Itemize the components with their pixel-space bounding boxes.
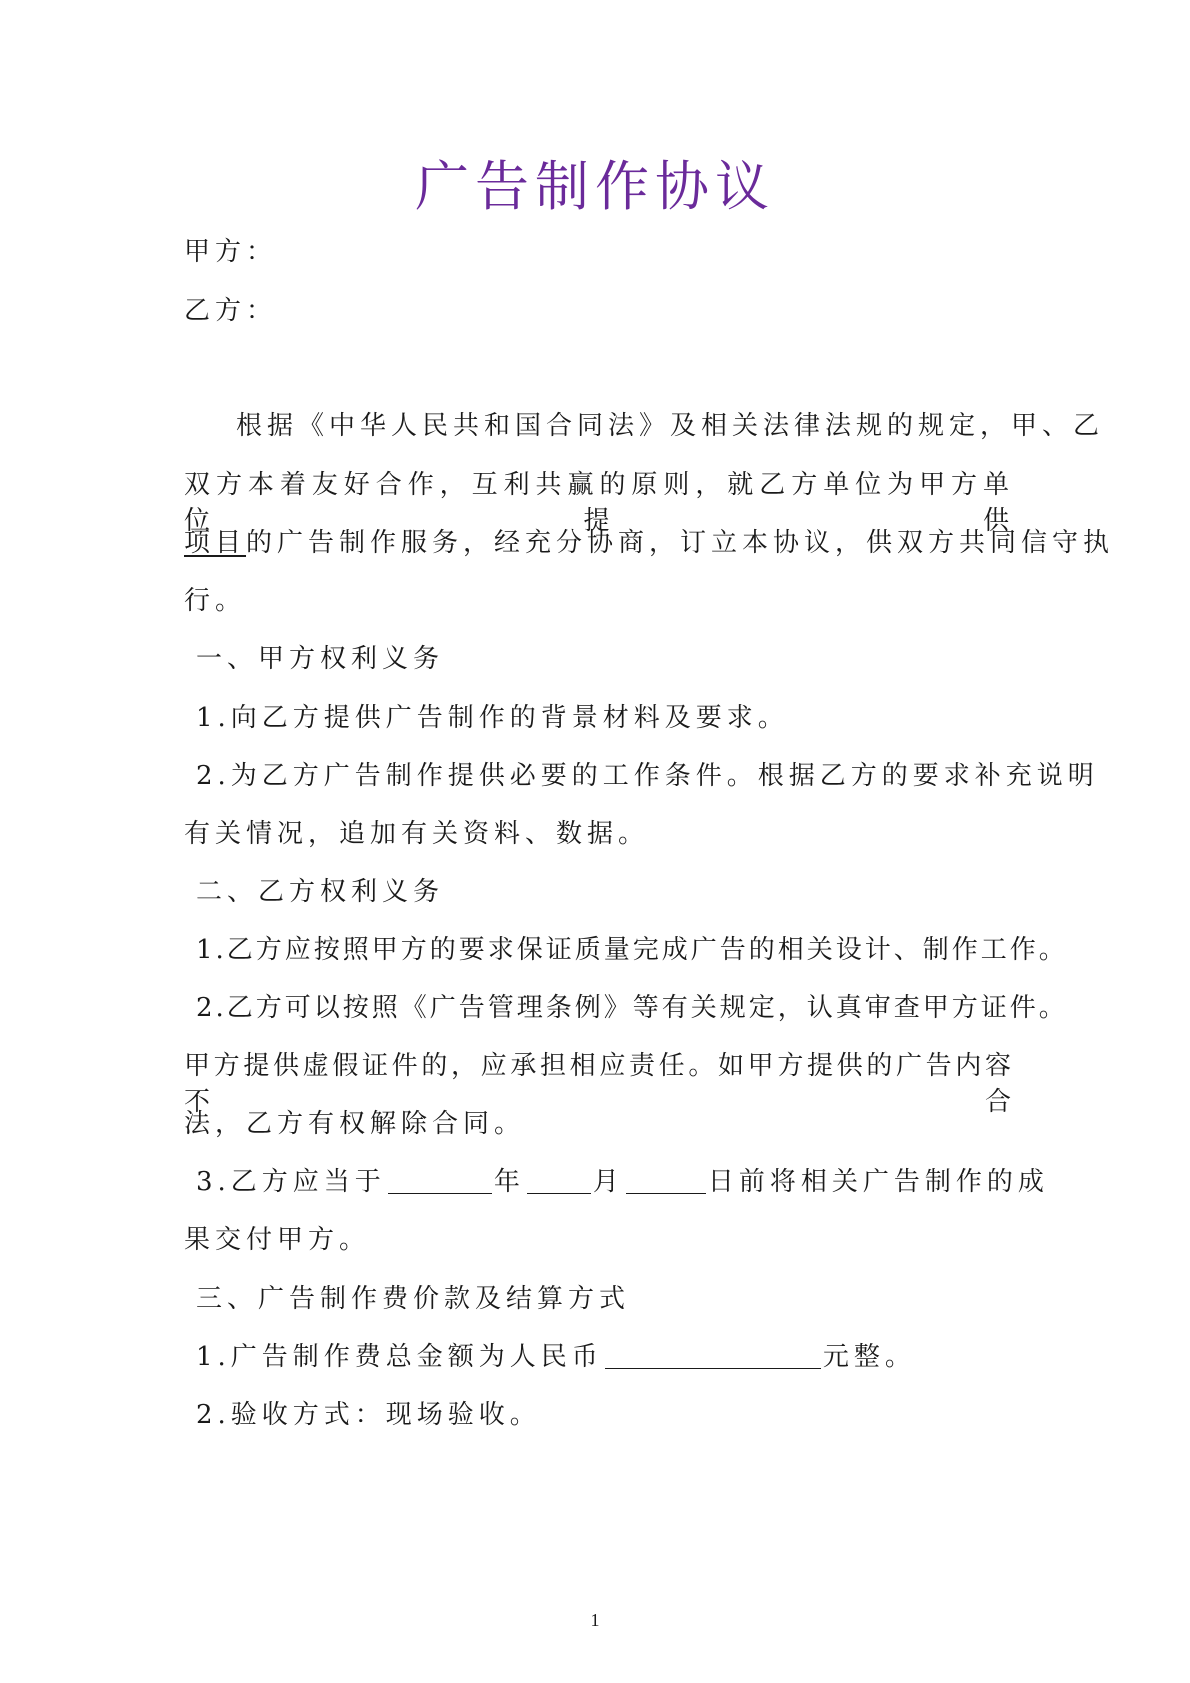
party-a-label: 甲方： <box>184 237 278 267</box>
section-2-item-2-line-3: 法，乙方有权解除合同。 <box>184 1109 526 1139</box>
section-2-item-3-line-2: 果交付甲方。 <box>184 1225 371 1255</box>
deadline-rest: 日前将相关广告制作的成 <box>707 1167 1049 1197</box>
document-title: 广告制作协议 <box>415 155 775 218</box>
preamble-line-1: 根据《中华人民共和国合同法》及相关法律法规的规定，甲、乙 <box>236 411 1105 441</box>
party-b-label: 乙方： <box>184 296 278 326</box>
section-2-item-2-line-1: 2.乙方可以按照《广告管理条例》等有关规定，认真审查甲方证件。 <box>196 993 1068 1023</box>
fee-prefix: 1.广告制作费总金额为人民币 <box>196 1342 603 1372</box>
section-3-item-2: 2.验收方式：现场验收。 <box>196 1400 541 1430</box>
preamble-line-2: 双方本着友好合作，互利共赢的原则，就乙方单位为甲方单位提供 <box>184 470 1014 536</box>
year-label: 年 <box>493 1167 525 1197</box>
page-number: 1 <box>590 1610 600 1630</box>
month-blank <box>527 1165 591 1194</box>
section-2-item-3-line-1 <box>196 1164 1049 1200</box>
section-2-heading: 二、乙方权利义务 <box>196 877 445 907</box>
preamble-line-4: 行。 <box>184 586 247 616</box>
section-3-item-1 <box>196 1339 916 1375</box>
section-1-item-2-line-1: 2.为乙方广告制作提供必要的工作条件。根据乙方的要求补充说明 <box>196 761 1099 791</box>
section-1-item-1: 1.向乙方提供广告制作的背景材料及要求。 <box>196 703 789 733</box>
section-2-item-1: 1.乙方应按照甲方的要求保证质量完成广告的相关设计、制作工作。 <box>196 935 1068 965</box>
day-blank <box>626 1165 706 1194</box>
fee-amount-blank <box>605 1340 821 1369</box>
section-3-heading: 三、广告制作费价款及结算方式 <box>196 1284 631 1314</box>
preamble-line-3 <box>184 525 1115 561</box>
fee-suffix: 元整。 <box>822 1342 916 1372</box>
section-1-item-2-line-2: 有关情况，追加有关资料、数据。 <box>184 819 650 849</box>
deadline-prefix: 3.乙方应当于 <box>196 1167 386 1197</box>
year-blank <box>388 1165 492 1194</box>
section-2-item-2-line-2: 甲方提供虚假证件的，应承担相应责任。如甲方提供的广告内容不合 <box>184 1051 1014 1117</box>
section-1-heading: 一、甲方权利义务 <box>196 644 445 674</box>
month-label: 月 <box>592 1167 624 1197</box>
project-underlined: 项目 <box>184 528 247 558</box>
preamble-line-3-rest: 的广告制作服务，经充分协商，订立本协议，供双方共同信守执 <box>246 528 1115 558</box>
